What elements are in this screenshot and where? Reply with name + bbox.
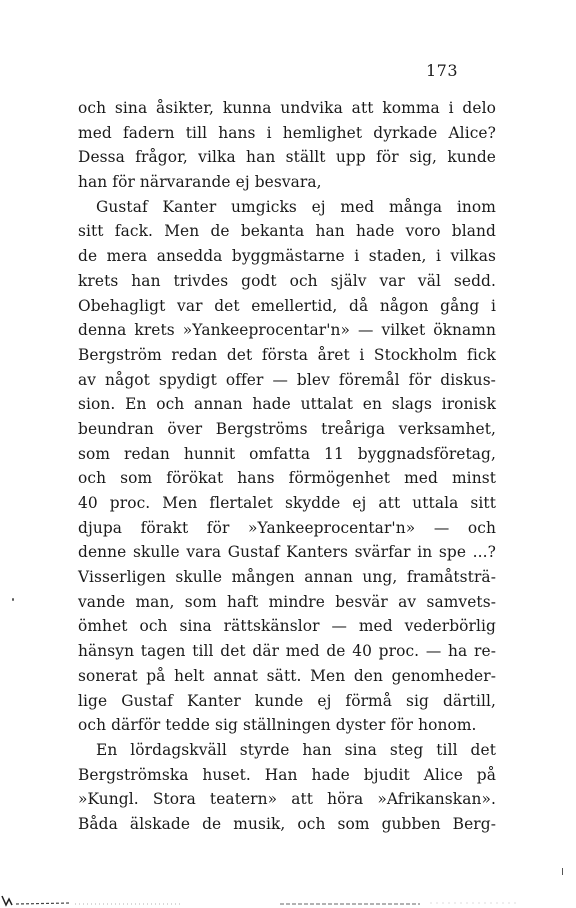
text-line: Visserligen skulle mången annan ung, framåtsträ-: [78, 568, 496, 587]
scan-bottom-edge: [0, 893, 576, 908]
text-line: krets han trivdes godt och själv var väl sedd.: [78, 271, 496, 290]
text-line: lige Gustaf Kanter kunde ej förmå sig därtill,: [78, 691, 496, 710]
scan-speck: [12, 598, 14, 601]
text-line: denne skulle vara Gustaf Kanters svärfar in spe ...?: [78, 543, 496, 562]
text-line: de mera ansedda byggmästarne i staden, i vilkas: [78, 247, 496, 266]
text-line: av något spydigt offer — blev föremål för diskus-: [78, 370, 496, 389]
text-line: Obehagligt var det emellertid, då någon gång i: [78, 296, 496, 315]
page-number: 173: [426, 61, 459, 80]
scan-speck: [562, 868, 563, 875]
text-line: Bergström redan det första året i Stockholm fick: [78, 345, 496, 364]
text-line: 40 proc. Men flertalet skydde ej att uttala sitt: [78, 494, 496, 512]
text-line: med fadern till hans i hemlighet dyrkade Alice?: [78, 123, 496, 142]
text-line: »Kungl. Stora teatern» att höra »Afrikanskan».: [78, 790, 496, 809]
text-line: sitt fack. Men de bekanta han hade voro bland: [78, 222, 496, 241]
text-line: som redan hunnit omfatta 11 byggnadsföretag,: [78, 444, 496, 463]
text-line: och sina åsikter, kunna undvika att komma i delo: [78, 99, 496, 117]
text-line: Dessa frågor, vilka han ställt upp för sig, kunde: [78, 148, 496, 167]
body-text: [78, 96, 496, 837]
text-line: djupa förakt för »Yankeeprocentar'n» — och: [78, 518, 496, 537]
text-line: och som förökat hans förmögenhet med minst: [78, 469, 496, 488]
text-line: och därför tedde sig ställningen dyster för honom.: [78, 716, 477, 735]
text-line: ömhet och sina rättskänslor — med vederbörlig: [78, 617, 496, 636]
text-line: Bergströmska huset. Han hade bjudit Alice på: [78, 765, 496, 784]
text-line: hänsyn tagen till det där med de 40 proc. — ha re-: [78, 642, 496, 661]
text-line: han för närvarande ej besvara,: [78, 173, 322, 192]
text-line: denna krets »Yankeeprocentar'n» — vilket öknamn: [78, 321, 496, 340]
text-line: sion. En och annan hade uttalat en slags ironisk: [78, 395, 496, 414]
text-line: En lördagskväll styrde han sina steg till det: [96, 740, 496, 759]
text-line: sonerat på helt annat sätt. Men den genomheder-: [78, 666, 496, 685]
text-line: beundran över Bergströms treåriga verksamhet,: [78, 419, 496, 438]
text-line: Gustaf Kanter umgicks ej med många inom: [96, 197, 496, 216]
text-line: vande man, som haft mindre besvär av samvets-: [78, 592, 496, 611]
text-line: Båda älskade de musik, och som gubben Berg-: [78, 814, 496, 833]
